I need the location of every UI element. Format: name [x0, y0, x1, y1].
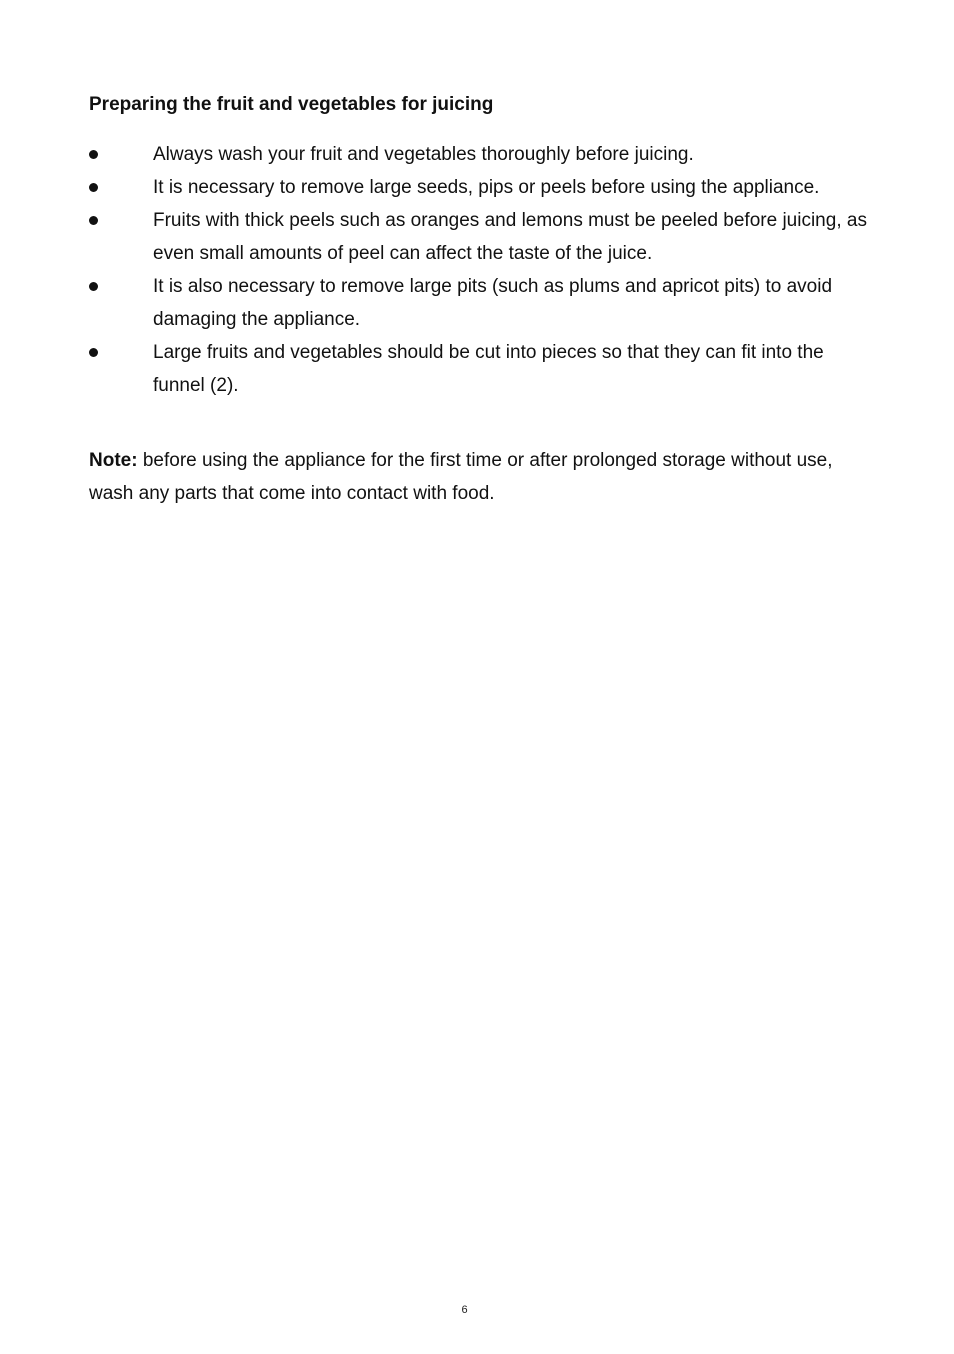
- note-paragraph: [89, 444, 869, 510]
- note-text: before using the appliance for the first time or after prolonged storage without use, wash any parts that come into contact with food.: [89, 450, 833, 504]
- bullet-icon: [89, 282, 98, 291]
- list-item-text: It is necessary to remove large seeds, pips or peels before using the appliance.: [153, 177, 820, 198]
- list-item: [89, 336, 869, 402]
- note-label: Note:: [89, 450, 138, 471]
- list-item-text: Large fruits and vegetables should be cut into pieces so that they can fit into the funnel (2).: [153, 342, 824, 396]
- page-content: [89, 90, 869, 510]
- list-item: [89, 204, 869, 270]
- bullet-icon: [89, 348, 98, 357]
- list-item: [89, 270, 869, 336]
- bullet-list: [89, 138, 869, 402]
- list-item-text: Always wash your fruit and vegetables thoroughly before juicing.: [153, 144, 694, 165]
- list-item: [89, 171, 869, 204]
- page-number: 6: [461, 1304, 468, 1316]
- bullet-icon: [89, 216, 98, 225]
- list-item-text: It is also necessary to remove large pits (such as plums and apricot pits) to avoid damaging the appliance.: [153, 276, 833, 330]
- bullet-icon: [89, 150, 98, 159]
- list-item-text: Fruits with thick peels such as oranges and lemons must be peeled before juicing, as even small amounts of peel can affect the taste of the juice.: [153, 210, 867, 264]
- bullet-icon: [89, 183, 98, 192]
- list-item: [89, 138, 869, 171]
- section-heading: Preparing the fruit and vegetables for juicing: [89, 94, 494, 115]
